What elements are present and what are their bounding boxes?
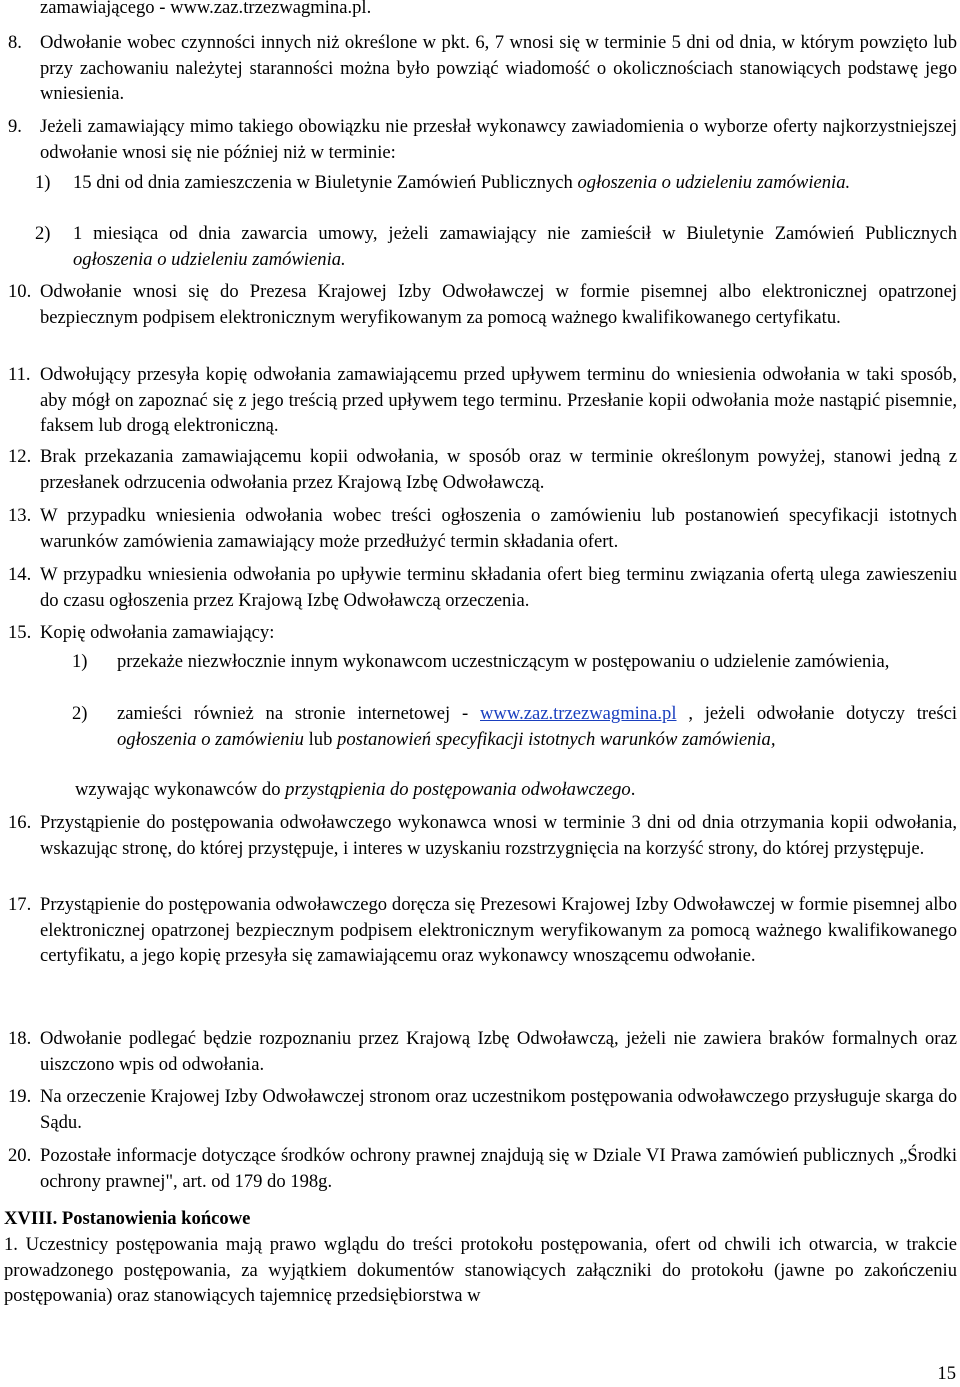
item-text: Pozostałe informacje dotyczące środków ochrony prawnej znajdują się w Dziale VI Prawa zamówień publicznych „Środki ochrony prawnej", art. od 179 do 198g. bbox=[40, 1145, 957, 1192]
item-number: 9. bbox=[8, 116, 22, 137]
website-link[interactable]: www.zaz.trzezwagmina.pl bbox=[480, 703, 677, 724]
sub-item-number: 1) bbox=[35, 172, 51, 193]
item-15-tail: wzywając wykonawców do przystąpienia do postępowania odwoławczego. bbox=[75, 779, 636, 800]
list-item-12 bbox=[8, 444, 957, 495]
sub-item-text: przekaże niezwłocznie innym wykonawcom uczestniczącym w postępowaniu o udzielenie zamówienia, bbox=[117, 651, 890, 672]
item-number: 15. bbox=[8, 622, 32, 643]
list-item-9 bbox=[8, 114, 957, 165]
list-item-14 bbox=[8, 562, 957, 613]
list-item-10 bbox=[8, 279, 957, 330]
list-item-11 bbox=[8, 362, 957, 439]
sub-item-number: 2) bbox=[72, 703, 88, 724]
continuation-line: zamawiającego - www.zaz.trzezwagmina.pl. bbox=[40, 0, 372, 18]
sub-item-text: 15 dni od dnia zamieszczenia w Biuletynie Zamówień Publicznych ogłoszenia o udzieleniu zamówienia. bbox=[73, 172, 851, 193]
item-number: 11. bbox=[8, 364, 31, 385]
list-item-13 bbox=[8, 503, 957, 554]
sub-item-9-2 bbox=[35, 221, 957, 272]
item-text: Brak przekazania zamawiającemu kopii odwołania, w sposób oraz w terminie określonym powyżej, stanowi jedną z przesłanek odrzucenia odwołania przez Krajową Izbę Odwoławczą. bbox=[40, 446, 957, 493]
item-number: 13. bbox=[8, 505, 32, 526]
item-text: W przypadku wniesienia odwołania po upływie terminu składania ofert bieg terminu związania ofertą ulega zawieszeniu do czasu ogłoszenia przez Krajową Izbę Odwoławczą orzeczenia. bbox=[40, 564, 957, 611]
sub-item-15-2 bbox=[72, 701, 957, 752]
item-text: Na orzeczenie Krajowej Izby Odwoławczej stronom oraz uczestnikom postępowania odwoławczego przysługuje skarga do Sądu. bbox=[40, 1086, 957, 1133]
section-paragraph: 1. Uczestnicy postępowania mają prawo wglądu do treści protokołu postępowania, ofert od chwili ich otwarcia, w trakcie prowadzonego postępowania, za wyjątkiem dokumentów stanowiących załączniki do protokołu (jawne po zakończeniu postępowania) oraz stanowiących tajemnicę przedsiębiorstwa w bbox=[4, 1234, 957, 1307]
item-number: 14. bbox=[8, 564, 32, 585]
list-item-18 bbox=[8, 1026, 957, 1077]
list-item-8 bbox=[8, 30, 957, 107]
item-number: 10. bbox=[8, 281, 32, 302]
item-text: Odwołujący przesyła kopię odwołania zamawiającemu przed upływem terminu do wniesienia odwołania w taki sposób, aby mógł on zapoznać się z jego treścią przed upływem tego terminu. Przesłanie kopii odwołania może nastąpić pisemnie, faksem lub drogą elektroniczną. bbox=[40, 364, 957, 437]
item-text: Przystąpienie do postępowania odwoławczego doręcza się Prezesowi Krajowej Izby Odwoławczej w formie pisemnej albo elektronicznej opatrzonej bezpiecznym podpisem elektronicznym weryfikowanym za pomocą ważnego kwalifikowanego certyfikatu, a jego kopię przesyła się zamawiającemu oraz wykonawcy wnoszącemu odwołanie. bbox=[40, 894, 957, 967]
item-number: 20. bbox=[8, 1145, 32, 1166]
item-text: Jeżeli zamawiający mimo takiego obowiązku nie przesłał wykonawcy zawiadomienia o wyborze oferty najkorzystniejszej odwołanie wnosi się nie później niż w terminie: bbox=[40, 116, 957, 163]
sub-item-number: 2) bbox=[35, 223, 51, 244]
sub-item-9-1 bbox=[35, 170, 957, 196]
sub-item-text: 1 miesiąca od dnia zawarcia umowy, jeżeli zamawiający nie zamieścił w Biuletynie Zamówień Publicznych ogłoszenia o udzieleniu zamówienia. bbox=[73, 223, 957, 270]
list-item-17 bbox=[8, 892, 957, 969]
page-number: 15 bbox=[937, 1363, 956, 1384]
item-number: 18. bbox=[8, 1028, 32, 1049]
section-heading: XVIII. Postanowienia końcowe bbox=[4, 1208, 251, 1229]
sub-item-15-1 bbox=[72, 649, 957, 675]
item-number: 16. bbox=[8, 812, 32, 833]
list-item-16 bbox=[8, 810, 957, 861]
item-number: 8. bbox=[8, 32, 22, 53]
sub-item-text: zamieści również na stronie internetowej - www.zaz.trzezwagmina.pl , jeżeli odwołanie dotyczy treści ogłoszenia o zamówieniu lub postanowień specyfikacji istotnych warunków zamówienia, bbox=[117, 703, 957, 750]
list-item-19 bbox=[8, 1084, 957, 1135]
item-text: Odwołanie wobec czynności innych niż określone w pkt. 6, 7 wnosi się w terminie 5 dni od dnia, w którym powzięto lub przy zachowaniu należytej staranności można było powziąć wiadomość o okolicznościach stanowiących podstawę jego wniesienia. bbox=[40, 32, 957, 105]
item-text: Odwołanie wnosi się do Prezesa Krajowej Izby Odwoławczej w formie pisemnej albo elektronicznej opatrzonej bezpiecznym podpisem elektronicznym weryfikowanym za pomocą ważnego kwalifikowanego certyfikatu. bbox=[40, 281, 957, 328]
item-number: 19. bbox=[8, 1086, 32, 1107]
item-text: Odwołanie podlegać będzie rozpoznaniu przez Krajową Izbę Odwoławczą, jeżeli nie zawiera braków formalnych oraz uiszczono wpis od odwołania. bbox=[40, 1028, 957, 1075]
item-number: 12. bbox=[8, 446, 32, 467]
list-item-15 bbox=[8, 620, 957, 646]
item-text: W przypadku wniesienia odwołania wobec treści ogłoszenia o zamówieniu lub postanowień specyfikacji istotnych warunków zamówienia zamawiający może przedłużyć termin składania ofert. bbox=[40, 505, 957, 552]
sub-item-number: 1) bbox=[72, 651, 88, 672]
item-text: Przystąpienie do postępowania odwoławczego wykonawca wnosi w terminie 3 dni od dnia otrzymania kopii odwołania, wskazując stronę, do której przystępuje, i interes w uzyskaniu rozstrzygnięcia na korzyść strony, do której przystępuje. bbox=[40, 812, 957, 859]
item-text: Kopię odwołania zamawiający: bbox=[40, 622, 275, 643]
list-item-20 bbox=[8, 1143, 957, 1194]
item-number: 17. bbox=[8, 894, 32, 915]
